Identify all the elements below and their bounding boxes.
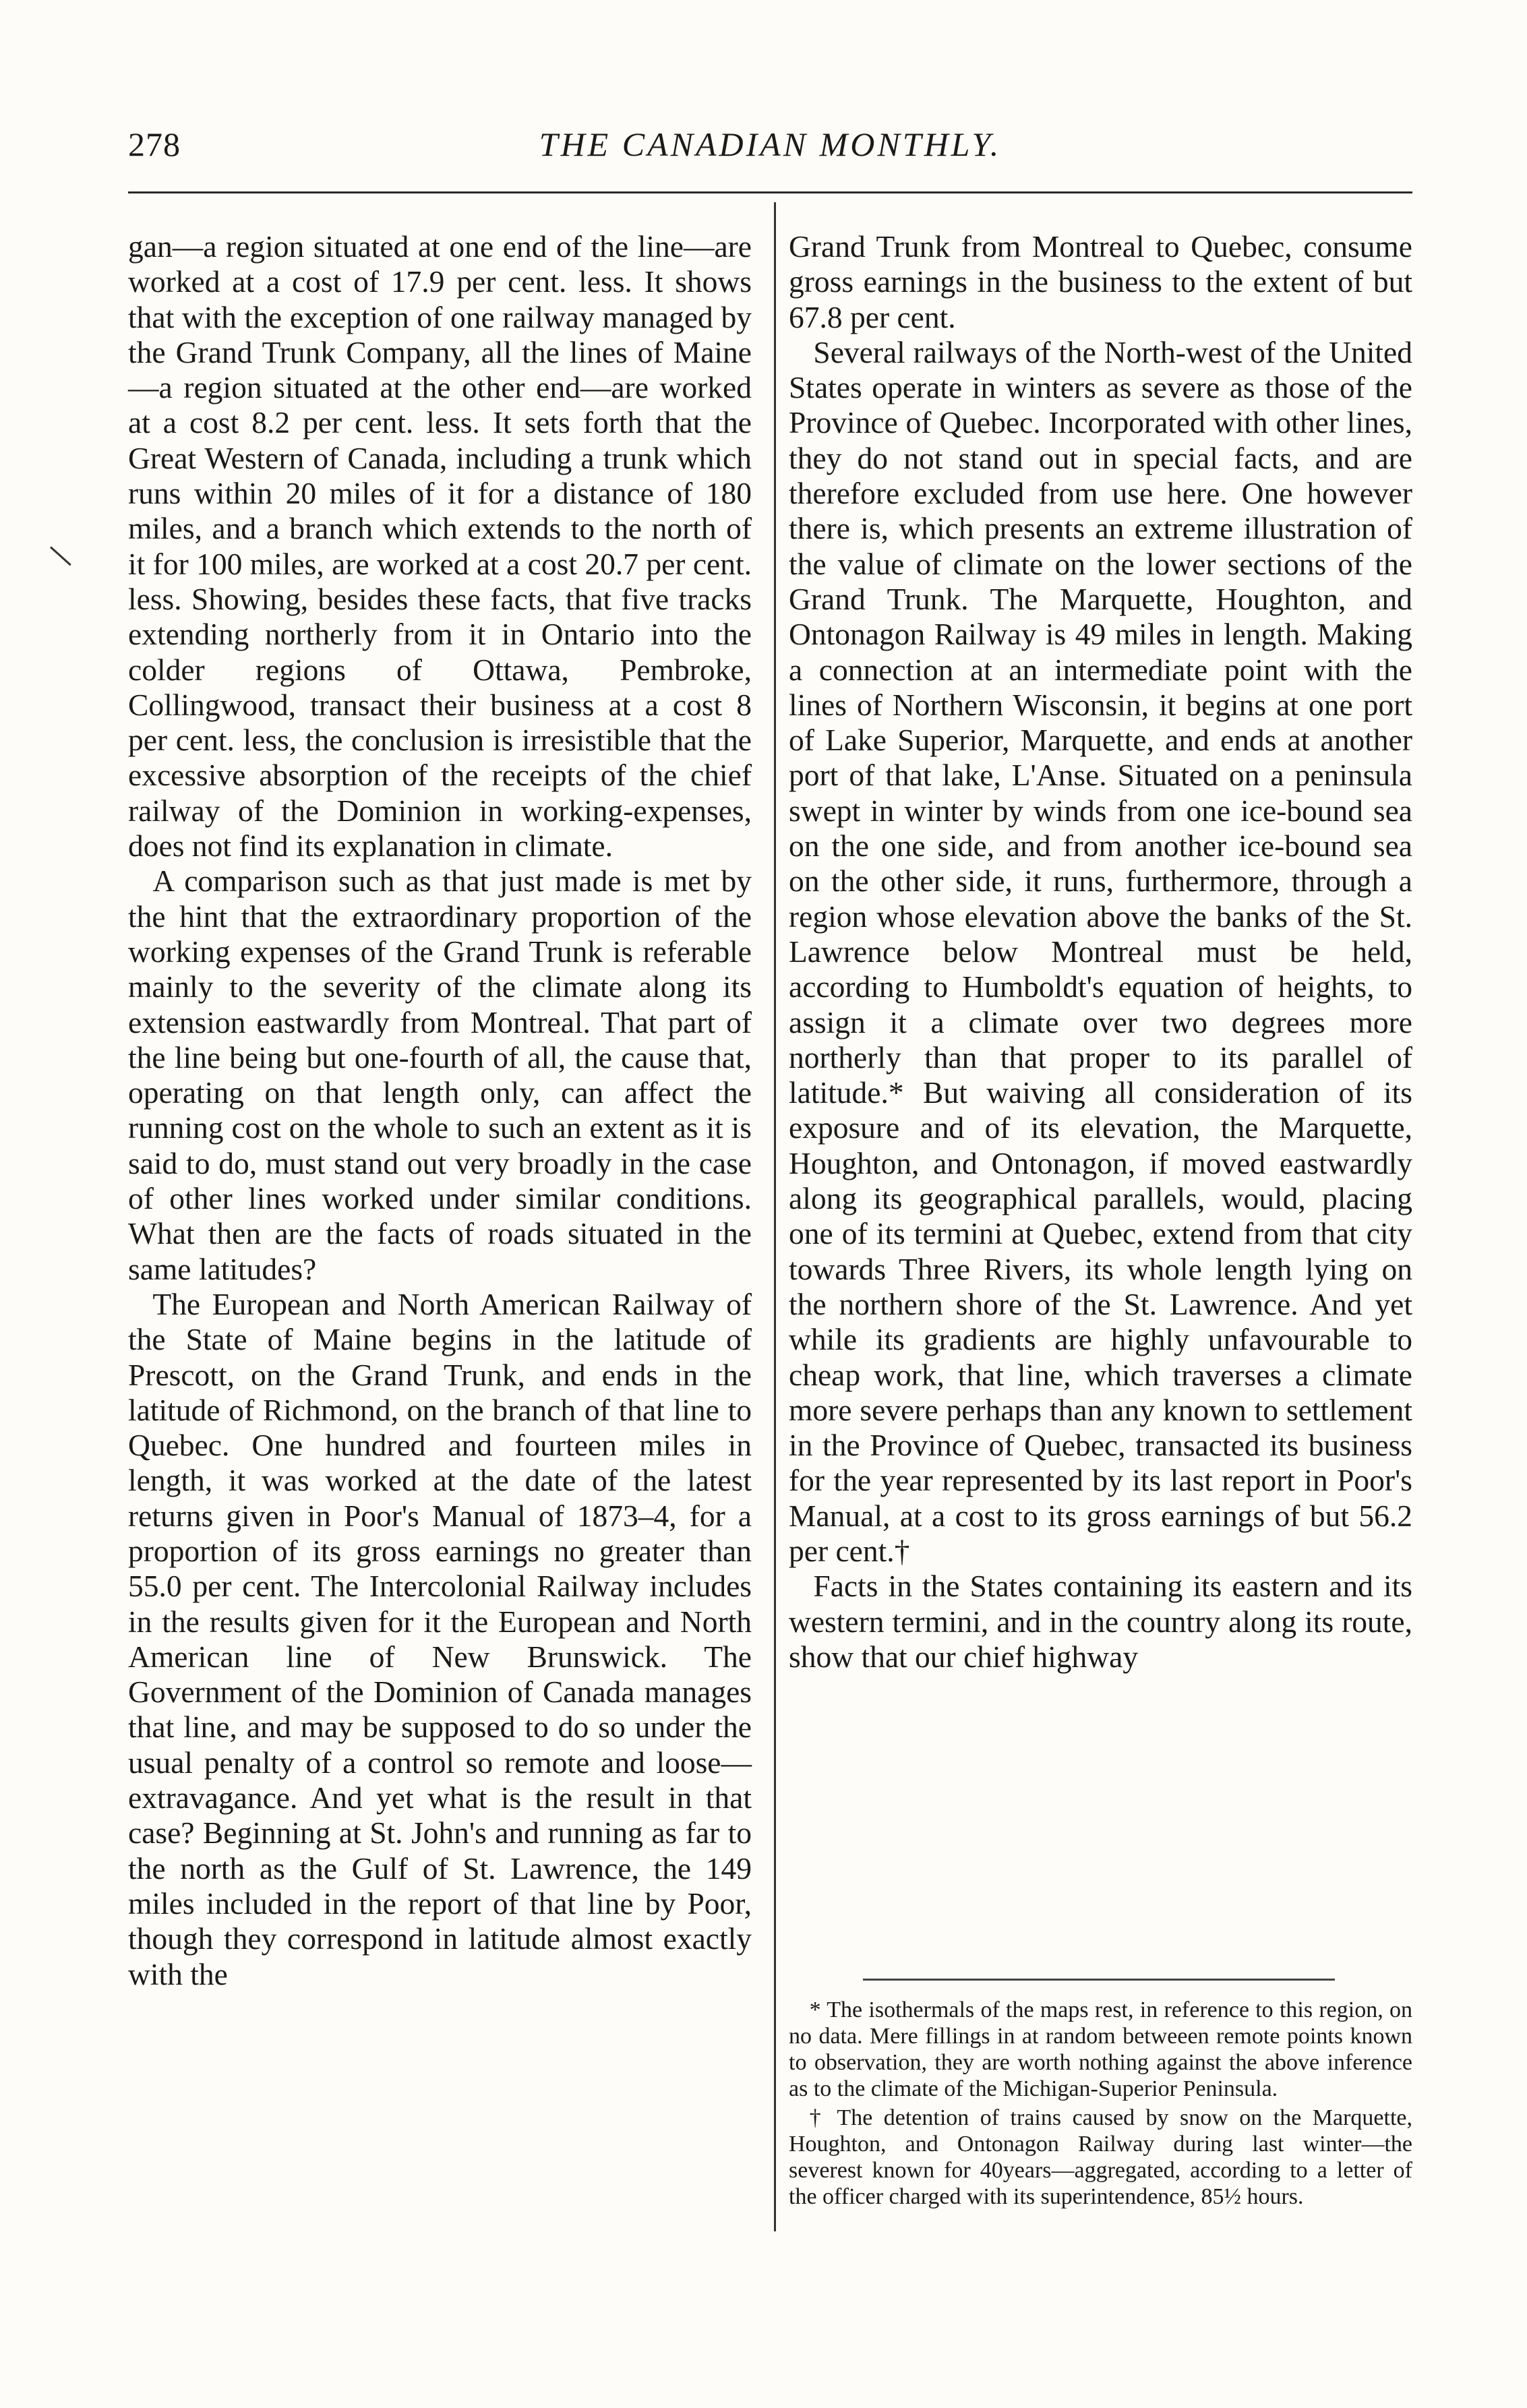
- paragraph: The European and North American Railway of the State of Maine begins in the latitude of Prescott, on the Grand Trunk, and ends in the latitude of Richmond, on the branch of that line to Quebec. One hundred and fourteen miles in length, it was worked at the date of the latest returns given in Poor's Manual of 1873–4, for a proportion of its gross earnings no greater than 55.0 per cent. The Intercolonial Railway includes in the results given for it the European and North American line of New Brunswick. The Government of the Dominion of Canada manages that line, and may be supposed to do so under the usual penalty of a control so remote and loose—extravagance. And yet what is the result in that case? Beginning at St. John's and running as far to the north as the Gulf of St. Lawrence, the 149 miles included in the report of that line by Poor, though they correspond in latitude almost exactly with the: [128, 1286, 752, 1991]
- right-column: [789, 229, 1412, 1675]
- left-column: [128, 229, 752, 1992]
- column-divider: [774, 202, 776, 2231]
- paragraph: Grand Trunk from Montreal to Quebec, consume gross earnings in the business to the extent of but 67.8 per cent.: [789, 229, 1412, 334]
- margin-mark: [50, 546, 71, 566]
- footnote: * The isothermals of the maps rest, in reference to this region, on no data. Mere fillings in at random betweeen remote points known to observation, they are worth nothing against the above inference as to the climate of the Michigan-Superior Peninsula.: [789, 1997, 1412, 2101]
- paragraph: A comparison such as that just made is met by the hint that the extraordinary proportion of the working expenses of the Grand Trunk is referable mainly to the severity of the climate along its extension eastwardly from Montreal. That part of the line being but one-fourth of all, the cause that, operating on that length only, can affect the running cost on the whole to such an extent as it is said to do, must stand out very broadly in the case of other lines worked under similar conditions. What then are the facts of roads situated in the same latitudes?: [128, 864, 752, 1286]
- paragraph: gan—a region situated at one end of the line—are worked at a cost of 17.9 per cent. less. It shows that with the exception of one railway managed by the Grand Trunk Company, all the lines of Maine—a region situated at the other end—are worked at a cost 8.2 per cent. less. It sets forth that the Great Western of Canada, including a trunk which runs within 20 miles of it for a distance of 180 miles, and a branch which extends to the north of it for 100 miles, are worked at a cost 20.7 per cent. less. Showing, besides these facts, that five tracks extending northerly from it in Ontario into the colder regions of Ottawa, Pembroke, Collingwood, transact their business at a cost 8 per cent. less, the conclusion is irresistible that the excessive absorption of the receipts of the chief railway of the Dominion in working-expenses, does not find its explanation in climate.: [128, 229, 752, 864]
- footnotes: [789, 1997, 1412, 2213]
- page-number: 278: [128, 125, 181, 163]
- footnote: † The detention of trains caused by snow on the Marquette, Houghton, and Ontonagon Railway during last winter—the severest known for 40years—aggregated, according to a letter of the officer charged with its superintendence, 85½ hours.: [789, 2105, 1412, 2209]
- paragraph: Facts in the States containing its eastern and its western termini, and in the country along its route, show that our chief highway: [789, 1569, 1412, 1674]
- paragraph: Several railways of the North-west of the United States operate in winters as severe as those of the Province of Quebec. Incorporated with other lines, they do not stand out in special facts, and are therefore excluded from use here. One however there is, which presents an extreme illustration of the value of climate on the lower sections of the Grand Trunk. The Marquette, Houghton, and Ontonagon Railway is 49 miles in length. Making a connection at an intermediate point with the lines of Northern Wisconsin, it begins at one port of Lake Superior, Marquette, and ends at another port of that lake, L'Anse. Situated on a peninsula swept in winter by winds from one ice-bound sea on the one side, and from another ice-bound sea on the other side, it runs, furthermore, through a region whose elevation above the banks of the St. Lawrence below Montreal must be held, according to Humboldt's equation of heights, to assign it a climate over two degrees more northerly than that proper to its parallel of latitude.* But waiving all consideration of its exposure and of its elevation, the Marquette, Houghton, and Ontonagon, if moved eastwardly along its geographical parallels, would, placing one of its termini at Quebec, extend from that city towards Three Rivers, its whole length lying on the northern shore of the St. Lawrence. And yet while its gradients are highly unfavourable to cheap work, that line, which traverses a climate more severe perhaps than any known to settlement in the Province of Quebec, transacted its business for the year represented by its last report in Poor's Manual, at a cost to its gross earnings of but 56.2 per cent.†: [789, 334, 1412, 1568]
- footnote-rule: [863, 1979, 1335, 1981]
- header-rule: [128, 191, 1412, 193]
- running-title: THE CANADIAN MONTHLY.: [539, 125, 1002, 163]
- page-header: [128, 125, 1412, 192]
